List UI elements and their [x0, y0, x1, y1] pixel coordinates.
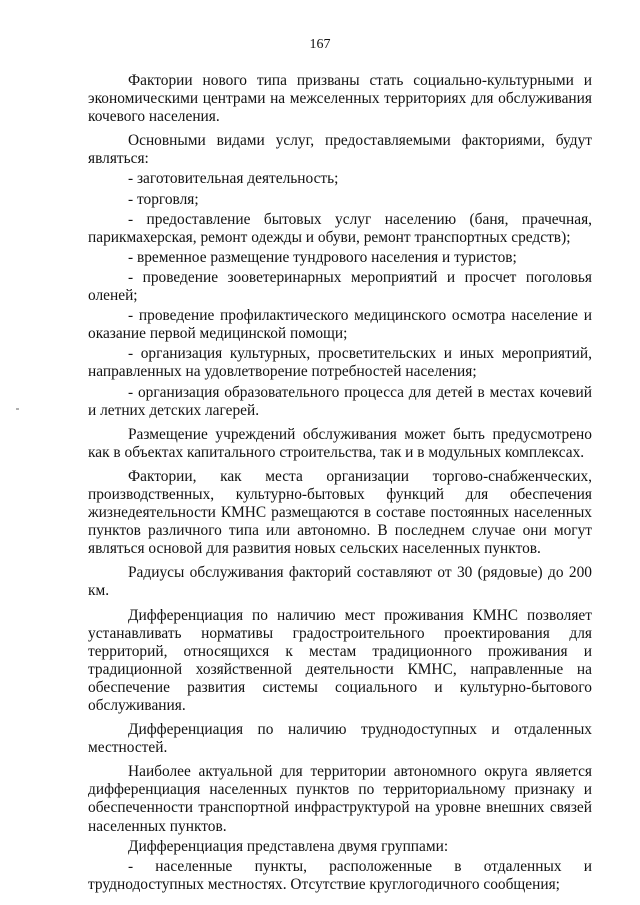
paragraph-factories-functions: Фактории, как места организации торгово-снабженческих, производственных, культурно-бытовых функций для обеспечения жизнедеятельности КМНС размещаются в составе постоянных населенных пунктов различного типа или автономно. В последнем случае они могут являться основой для развития новых сельских населенных пунктов.	[88, 467, 592, 558]
paragraph-service-radius: Радиусы обслуживания факторий составляют от 30 (рядовые) до 200 км.	[88, 564, 592, 600]
paragraph-services-intro: Основными видами услуг, предоставляемыми факториями, будут являться:	[88, 132, 592, 168]
list-item: - заготовительная деятельность;	[128, 170, 339, 188]
list-item: - проведение профилактического медицинского осмотра население и оказание первой медицинской помощи;	[88, 307, 592, 343]
paragraph-two-groups: Дифференциация представлена двумя группами:	[128, 837, 449, 855]
paragraph-territorial-differentiation: Наиболее актуальной для территории автономного округа является дифференциация населенных пунктов по территориальному признаку и обеспеченности транспортной инфраструктурой на уровне внешних связей населенных пунктов.	[88, 763, 592, 835]
list-item: - проведение зооветеринарных мероприятий и просчет поголовья оленей;	[88, 268, 592, 305]
paragraph-placement: Размещение учреждений обслуживания может быть предусмотрено как в объектах капитального строительства, так и в модульных комплексах.	[88, 425, 592, 461]
document-body	[88, 72, 592, 896]
paragraph-differentiation-remote: Дифференциация по наличию труднодоступных и отдаленных местностей.	[88, 721, 592, 757]
list-item: - организация культурных, просветительских и иных мероприятий, направленных на удовлетворение потребностей населения;	[88, 345, 592, 381]
list-item: - организация образовательного процесса для детей в местах кочевий и летних детских лагерей.	[88, 383, 592, 419]
list-item: - предоставление бытовых услуг населению (баня, прачечная, парикмахерская, ремонт одежды и обуви, ремонт транспортных средств);	[88, 210, 592, 246]
paragraph-factories-purpose: Фактории нового типа призваны стать социально-культурными и экономическими центрами на межселенных территориях для обслуживания кочевого населения.	[88, 72, 592, 126]
list-item: - временное размещение тундрового населения и туристов;	[128, 248, 517, 266]
margin-mark	[16, 408, 19, 410]
list-item: - торговля;	[128, 190, 199, 208]
list-item: - населенные пункты, расположенные в отдаленных и труднодоступных местностях. Отсутствие круглогодичного сообщения;	[88, 857, 592, 893]
paragraph-differentiation-residence: Дифференциация по наличию мест проживания КМНС позволяет устанавливать нормативы градостроительного проектирования для территорий, относящихся к местам традиционного проживания и традиционной хозяйственной деятельности КМНС, направленные на обеспечение развития системы социального и культурно-бытового обслуживания.	[88, 606, 592, 714]
page-number: 167	[309, 37, 331, 52]
